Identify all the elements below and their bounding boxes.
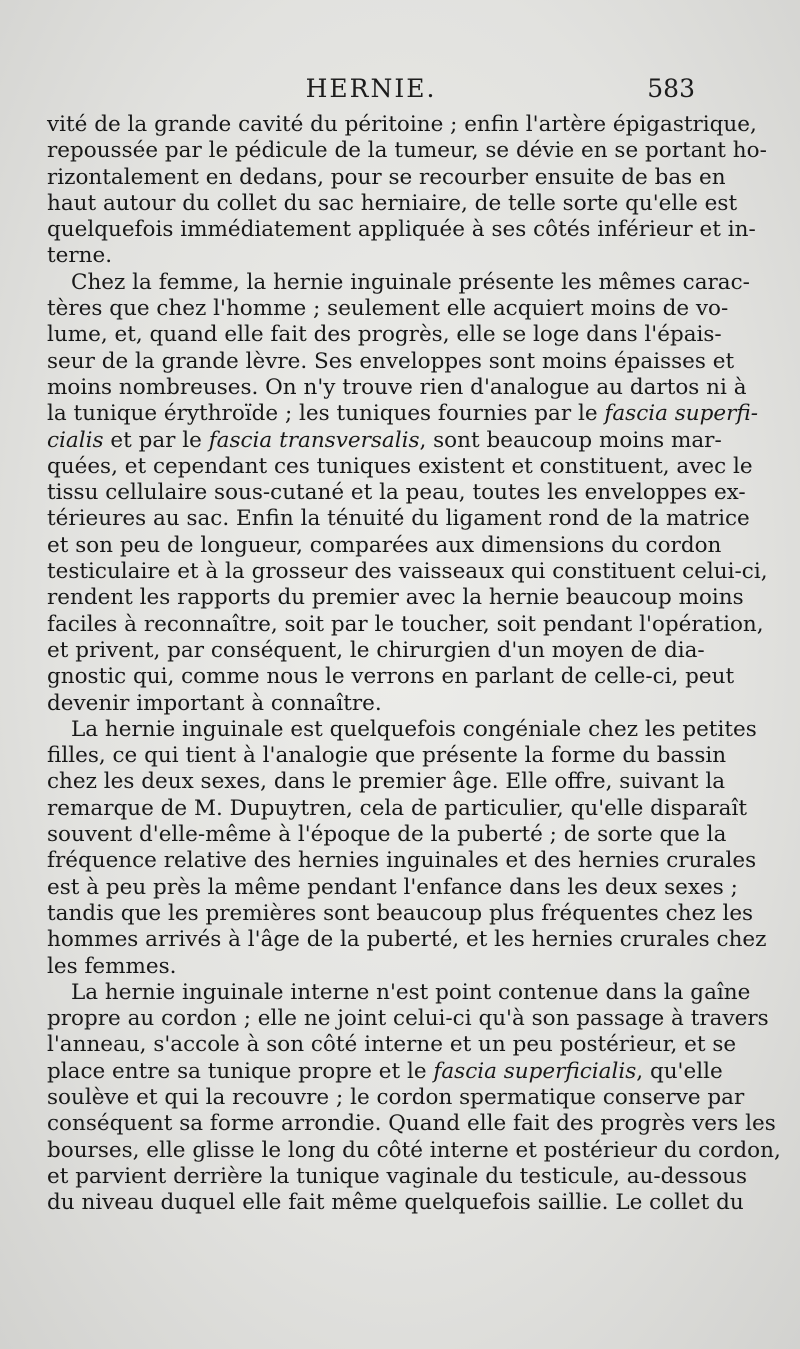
text-line: du niveau duquel elle fait même quelquefois saillie. Le collet du: [47, 1190, 744, 1216]
paragraph: [47, 269, 768, 717]
text-line: bourses, elle glisse le long du côté interne et postérieur du cordon,: [47, 1137, 781, 1163]
text-line: terne.: [47, 243, 113, 269]
text-line: et privent, par conséquent, le chirurgien d'un moyen de dia-: [47, 637, 705, 663]
body-text: [47, 112, 781, 1216]
text-line: lume, et, quand elle fait des progrès, elle se loge dans l'épais-: [47, 322, 722, 348]
text-line: moins nombreuses. On n'y trouve rien d'analogue au dartos ni à: [47, 374, 747, 400]
text-line: remarque de M. Dupuytren, cela de particulier, qu'elle disparaît: [47, 795, 748, 821]
text-line: testiculaire et à la grosseur des vaisseaux qui constituent celui-ci,: [47, 559, 768, 585]
text-line: térieures au sac. Enfin la ténuité du ligament rond de la matrice: [47, 506, 750, 532]
text-line: seur de la grande lèvre. Ses enveloppes sont moins épaisses et: [47, 348, 735, 374]
text-line: quelquefois immédiatement appliquée à ses côtés inférieur et in-: [47, 217, 756, 243]
paragraph: [47, 112, 767, 270]
text-line: fréquence relative des hernies inguinales et des hernies crurales: [47, 848, 757, 874]
text-line: les femmes.: [47, 953, 177, 979]
text-line: conséquent sa forme arrondie. Quand elle fait des progrès vers les: [47, 1111, 776, 1137]
paragraph: [47, 979, 781, 1217]
text-line: soulève et qui la recouvre ; le cordon spermatique conserve par: [47, 1084, 745, 1110]
text-line: propre au cordon ; elle ne joint celui-ci qu'à son passage à travers: [47, 1006, 769, 1032]
running-title: HERNIE.: [305, 74, 437, 103]
text-line: cialis et par le fascia transversalis, sont beaucoup moins mar-: [47, 427, 722, 453]
text-line: et son peu de longueur, comparées aux dimensions du cordon: [47, 532, 722, 558]
text-line: rendent les rapports du premier avec la hernie beaucoup moins: [47, 585, 744, 611]
page-header: [47, 70, 695, 110]
text-line: faciles à reconnaître, soit par le toucher, soit pendant l'opération,: [47, 611, 764, 637]
text-line: l'anneau, s'accole à son côté interne et un peu postérieur, et se: [47, 1032, 737, 1058]
text-line: est à peu près la même pendant l'enfance dans les deux sexes ;: [47, 874, 738, 900]
text-line: tandis que les premières sont beaucoup plus fréquentes chez les: [47, 900, 754, 926]
text-line: Chez la femme, la hernie inguinale présente les mêmes carac-: [71, 269, 750, 295]
text-line: quées, et cependant ces tuniques existent et constituent, avec le: [47, 453, 753, 479]
text-line: La hernie inguinale est quelquefois congéniale chez les petites: [71, 716, 757, 742]
text-line: gnostic qui, comme nous le verrons en parlant de celle-ci, peut: [47, 664, 735, 690]
text-line: et parvient derrière la tunique vaginale du testicule, au-dessous: [47, 1163, 748, 1189]
text-line: tissu cellulaire sous-cutané et la peau, toutes les enveloppes ex-: [47, 480, 746, 506]
text-line: la tunique érythroïde ; les tuniques fournies par le fascia superfi-: [47, 401, 759, 427]
text-line: tères que chez l'homme ; seulement elle acquiert moins de vo-: [47, 296, 729, 322]
text-line: devenir important à connaître.: [47, 690, 382, 716]
paragraph: [47, 716, 767, 980]
text-line: hommes arrivés à l'âge de la puberté, et les hernies crurales chez: [47, 927, 767, 953]
text-line: haut autour du collet du sac herniaire, de telle sorte qu'elle est: [47, 190, 738, 216]
text-line: vité de la grande cavité du péritoine ; enfin l'artère épigastrique,: [47, 112, 757, 137]
text-line: filles, ce qui tient à l'analogie que présente la forme du bassin: [47, 743, 727, 769]
text-line: chez les deux sexes, dans le premier âge. Elle offre, suivant la: [47, 769, 726, 795]
page-number: 583: [647, 74, 695, 103]
text-line: souvent d'elle-même à l'époque de la puberté ; de sorte que la: [47, 822, 727, 848]
text-line: La hernie inguinale interne n'est point contenue dans la gaîne: [71, 979, 751, 1005]
text-line: place entre sa tunique propre et le fascia superficialis, qu'elle: [47, 1058, 723, 1084]
text-line: repoussée par le pédicule de la tumeur, se dévie en se portant ho-: [47, 138, 767, 164]
text-line: rizontalement en dedans, pour se recourber ensuite de bas en: [47, 164, 726, 190]
